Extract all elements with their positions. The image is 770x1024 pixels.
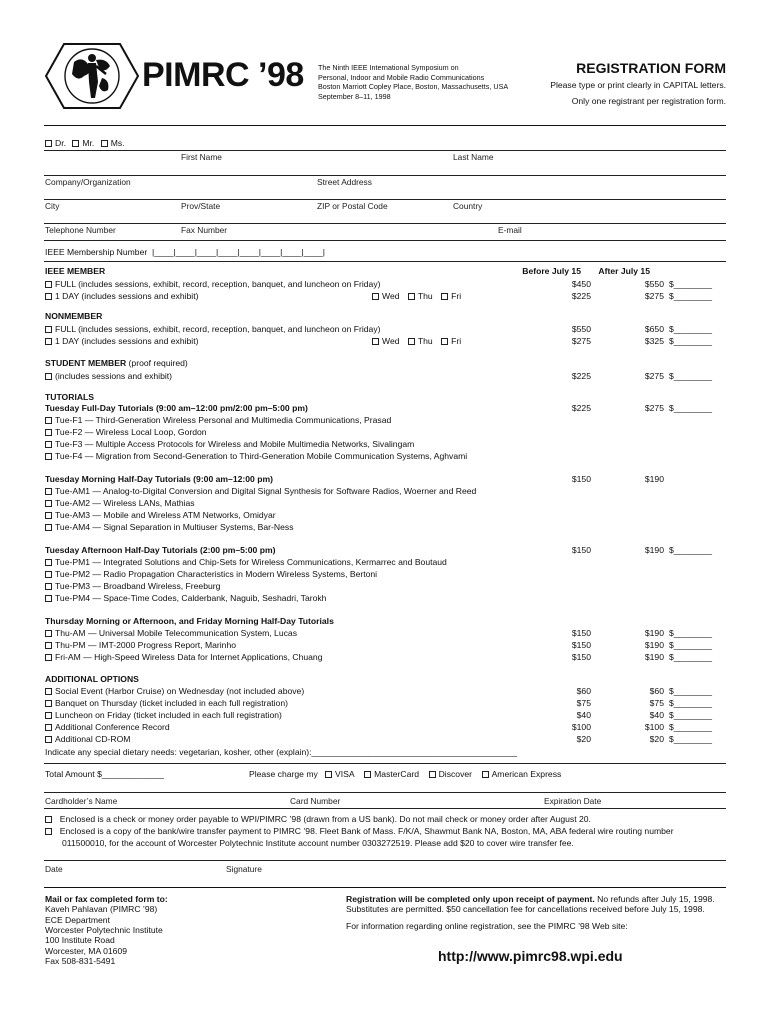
student-option[interactable]: (includes sessions and exhibit) [45, 371, 172, 382]
nonmember-full-before: $550 [571, 324, 591, 334]
date-label: Date [45, 864, 63, 874]
ieee-member-heading: IEEE MEMBER [45, 266, 106, 276]
full-day-before: $225 [571, 403, 591, 413]
symposium-desc: The Ninth IEEE International Symposium on Personal, Indoor and Mobile Radio Communications Boston Marriott Copley Place, Boston, Massachusetts, USA September 8–11, 1998 [318, 63, 509, 102]
student-amount[interactable]: $________ [669, 371, 713, 381]
option-after: $75 [649, 698, 664, 708]
company-label: Company/Organization [45, 177, 131, 187]
city-label: City [45, 201, 60, 211]
tutorial-option[interactable]: Tue-F1 — Third-Generation Wireless Personal and Multimedia Communications, Prasad [45, 415, 391, 426]
member-day-checkbox[interactable] [45, 293, 52, 300]
tutorial-option[interactable]: Tue-F2 — Wireless Local Loop, Gordon [45, 427, 207, 438]
instructions-1: Please type or print clearly in CAPITAL letters. [550, 80, 726, 90]
zip-label: ZIP or Postal Code [317, 201, 388, 211]
morning-after: $190 [644, 474, 664, 484]
tutorial-checkbox[interactable] [45, 524, 52, 531]
option-item[interactable]: Social Event (Harbor Cruise) on Wednesday (not included above) [45, 686, 304, 697]
mastercard-checkbox[interactable] [364, 771, 371, 778]
option-before: $40 [576, 710, 591, 720]
nonmember-thu-checkbox[interactable] [408, 338, 415, 345]
thu-pm-after: $190 [644, 640, 664, 650]
nonmember-fri-checkbox[interactable] [441, 338, 448, 345]
wire-text-cont: 011500010, for the account of Worcester Polytechnic Institute account number 0303272519. Please add $20 to cover wire transfer fee. [62, 838, 574, 848]
option-checkbox[interactable] [45, 688, 52, 695]
nonmember-day-select: Wed Thu Fri [372, 336, 461, 347]
member-full-before: $450 [571, 279, 591, 289]
name-line[interactable] [44, 150, 726, 151]
dr-checkbox[interactable] [45, 140, 52, 147]
cardholder-label: Cardholder’s Name [45, 796, 118, 806]
option-amount[interactable]: $________ [669, 698, 713, 708]
card-type-select: Please charge my VISA MasterCard Discover American Express [249, 769, 562, 779]
instructions-2: Only one registrant per registration form. [571, 96, 726, 106]
nonmember-full-checkbox[interactable] [45, 326, 52, 333]
wire-option[interactable]: Enclosed is a copy of the bank/wire transfer payment to PIMRC ’98. Fleet Bank of Mass. F/K/A, Shawmut Bank NA, Boston, MA, ABA federal wire routing number [45, 826, 674, 837]
phone-line[interactable] [44, 223, 726, 224]
fri-am-amount[interactable]: $________ [669, 652, 713, 662]
tutorial-checkbox[interactable] [45, 630, 52, 637]
student-checkbox[interactable] [45, 373, 52, 380]
option-amount[interactable]: $________ [669, 710, 713, 720]
morning-tutorials-heading: Tuesday Morning Half-Day Tutorials (9:00 am–12:00 pm) [45, 474, 273, 484]
check-option[interactable]: Enclosed is a check or money order payable to WPI/PIMRC ’98 (drawn from a US bank). Do not mail check or money order after August 20. [45, 814, 591, 825]
member-day-after: $275 [644, 291, 664, 301]
tutorial-checkbox[interactable] [45, 453, 52, 460]
tutorial-option[interactable]: Tue-AM3 — Mobile and Wireless ATM Networks, Omidyar [45, 510, 276, 521]
tutorial-option[interactable]: Tue-AM1 — Analog-to-Digital Conversion and Digital Signal Synthesis for Software Radios, Woerner and Reed [45, 486, 476, 497]
nonmember-day-after: $325 [644, 336, 664, 346]
tutorial-option[interactable]: Tue-PM2 — Radio Propagation Characteristics in Modern Wireless Systems, Bertoni [45, 569, 377, 580]
member-full-amount[interactable]: $________ [669, 279, 713, 289]
thu-am-after: $190 [644, 628, 664, 638]
option-item[interactable]: Luncheon on Friday (ticket included in each full registration) [45, 710, 282, 721]
option-item[interactable]: Banquet on Thursday (ticket included in each full registration) [45, 698, 288, 709]
member-day-amount[interactable]: $________ [669, 291, 713, 301]
card-line[interactable] [44, 792, 726, 793]
header-divider [44, 125, 726, 126]
tutorial-option[interactable]: Tue-F4 — Migration from Second-Generation to Third-Generation Mobile Communication Systems, Aghvami [45, 451, 467, 462]
telephone-label: Telephone Number [45, 225, 116, 235]
option-after: $20 [649, 734, 664, 744]
payment-divider [44, 763, 726, 764]
tutorial-option[interactable]: Fri-AM — High-Speed Wireless Data for Internet Applications, Chuang [45, 652, 322, 663]
nonmember-day-checkbox[interactable] [45, 338, 52, 345]
option-checkbox[interactable] [45, 700, 52, 707]
tutorial-checkbox[interactable] [45, 488, 52, 495]
tutorial-checkbox[interactable] [45, 571, 52, 578]
tutorial-option[interactable]: Tue-PM1 — Integrated Solutions and Chip-Sets for Wireless Communications, Kermarrec and Boutaud [45, 557, 447, 568]
country-label: Country [453, 201, 483, 211]
fri-am-before: $150 [571, 652, 591, 662]
option-item[interactable]: Additional CD-ROM [45, 734, 130, 745]
discover-checkbox[interactable] [429, 771, 436, 778]
check-checkbox[interactable] [45, 816, 52, 823]
tutorial-checkbox[interactable] [45, 583, 52, 590]
tutorial-option[interactable]: Tue-PM4 — Space-Time Codes, Calderbank, Naguib, Seshadri, Tarokh [45, 593, 326, 604]
card-bottom-line [44, 808, 726, 809]
option-before: $75 [576, 698, 591, 708]
tutorial-checkbox[interactable] [45, 654, 52, 661]
thu-am-before: $150 [571, 628, 591, 638]
member-thu-checkbox[interactable] [408, 293, 415, 300]
option-before: $20 [576, 734, 591, 744]
tutorial-checkbox[interactable] [45, 595, 52, 602]
afternoon-amount[interactable]: $________ [669, 545, 713, 555]
date-line[interactable] [44, 860, 726, 861]
option-checkbox[interactable] [45, 724, 52, 731]
footer-divider [44, 887, 726, 888]
street-label: Street Address [317, 177, 372, 187]
option-after: $60 [649, 686, 664, 696]
member-day-before: $225 [571, 291, 591, 301]
nonmember-wed-checkbox[interactable] [372, 338, 379, 345]
thu-pm-before: $150 [571, 640, 591, 650]
tutorial-option[interactable]: Tue-PM3 — Broadband Wireless, Freeburg [45, 581, 220, 592]
tutorial-checkbox[interactable] [45, 500, 52, 507]
nonmember-full-after: $650 [644, 324, 664, 334]
member-full-checkbox[interactable] [45, 281, 52, 288]
nonmember-full-amount[interactable]: $________ [669, 324, 713, 334]
option-amount[interactable]: $________ [669, 734, 713, 744]
ieee-bottom-line [44, 261, 726, 262]
form-title: REGISTRATION FORM [576, 60, 726, 76]
morning-before: $150 [571, 474, 591, 484]
dietary-needs-field[interactable]: Indicate any special dietary needs: vegetarian, kosher, other (explain):___________________________________________ [45, 747, 518, 757]
total-amount-field[interactable]: Total Amount $_____________ [45, 769, 164, 779]
thu-am-amount[interactable]: $________ [669, 628, 713, 638]
tutorial-checkbox[interactable] [45, 642, 52, 649]
full-day-after: $275 [644, 403, 664, 413]
fax-label: Fax Number [181, 225, 228, 235]
student-before: $225 [571, 371, 591, 381]
tutorials-heading: TUTORIALS [45, 392, 95, 402]
member-fri-checkbox[interactable] [441, 293, 448, 300]
expiration-label: Expiration Date [544, 796, 602, 806]
visa-checkbox[interactable] [325, 771, 332, 778]
afternoon-before: $150 [571, 545, 591, 555]
logo-title: PIMRC ’98 [142, 56, 304, 94]
full-day-tutorials-heading: Tuesday Full-Day Tutorials (9:00 am–12:00 pm/2:00 pm–5:00 pm) [45, 403, 308, 413]
option-amount[interactable]: $________ [669, 686, 713, 696]
tutorial-checkbox[interactable] [45, 429, 52, 436]
tutorial-checkbox[interactable] [45, 512, 52, 519]
tutorial-checkbox[interactable] [45, 559, 52, 566]
before-july-header: Before July 15 [522, 266, 581, 276]
nonmember-day-option[interactable]: 1 DAY (includes sessions and exhibit) [45, 336, 198, 347]
globe-logo-icon [44, 42, 140, 110]
thu-pm-amount[interactable]: $________ [669, 640, 713, 650]
city-line[interactable] [44, 199, 726, 200]
wire-checkbox[interactable] [45, 828, 52, 835]
card-number-label: Card Number [290, 796, 341, 806]
tutorial-checkbox[interactable] [45, 417, 52, 424]
option-after: $40 [649, 710, 664, 720]
last-name-label: Last Name [453, 152, 494, 162]
fri-am-after: $190 [644, 652, 664, 662]
first-name-label: First Name [181, 152, 222, 162]
tutorial-option[interactable]: Thu-AM — Universal Mobile Telecommunication System, Lucas [45, 628, 297, 639]
registration-terms: Registration will be completed only upon receipt of payment. No refunds after July 15, 1998. Substitutes are permitted. $50 cancellation fee for cancellations received before July 15, 1998. For information regarding online registration, see the PIMRC ’98 Web site: [346, 894, 715, 931]
ieee-membership-field[interactable]: IEEE Membership Number |____|____|____|____|____|____|____|____| [45, 247, 326, 257]
option-amount[interactable]: $________ [669, 722, 713, 732]
website-link[interactable]: http://www.pimrc98.wpi.edu [438, 948, 623, 964]
amex-checkbox[interactable] [482, 771, 489, 778]
full-day-amount[interactable]: $________ [669, 403, 713, 413]
additional-options-heading: ADDITIONAL OPTIONS [45, 674, 139, 684]
member-full-option[interactable]: FULL (includes sessions, exhibit, record, reception, banquet, and luncheon on Friday) [45, 279, 380, 290]
tutorial-option[interactable]: Tue-F3 — Multiple Access Protocols for Wireless and Mobile Multimedia Networks, Sivalingam [45, 439, 414, 450]
signature-label: Signature [226, 864, 262, 874]
nonmember-day-amount[interactable]: $________ [669, 336, 713, 346]
after-july-header: After July 15 [598, 266, 650, 276]
option-before: $100 [571, 722, 591, 732]
tutorial-option[interactable]: Tue-AM4 — Signal Separation in Multiuser Systems, Bar-Ness [45, 522, 294, 533]
member-day-option[interactable]: 1 DAY (includes sessions and exhibit) [45, 291, 198, 302]
student-heading: STUDENT MEMBER (proof required) [45, 358, 188, 368]
tutorial-checkbox[interactable] [45, 441, 52, 448]
option-checkbox[interactable] [45, 712, 52, 719]
option-after: $100 [644, 722, 664, 732]
tutorial-option[interactable]: Tue-AM2 — Wireless LANs, Mathias [45, 498, 195, 509]
email-label: E-mail [498, 225, 522, 235]
company-line[interactable] [44, 175, 726, 176]
thu-fri-tutorials-heading: Thursday Morning or Afternoon, and Friday Morning Half-Day Tutorials [45, 616, 334, 626]
nonmember-heading: NONMEMBER [45, 311, 103, 321]
student-after: $275 [644, 371, 664, 381]
tutorial-option[interactable]: Thu-PM — IMT-2000 Progress Report, Marinho [45, 640, 236, 651]
afternoon-tutorials-heading: Tuesday Afternoon Half-Day Tutorials (2:00 pm–5:00 pm) [45, 545, 276, 555]
ieee-number-boxes: |____|____|____|____|____|____|____|____| [152, 247, 326, 257]
member-day-select: Wed Thu Fri [372, 291, 461, 302]
prov-label: Prov/State [181, 201, 221, 211]
member-wed-checkbox[interactable] [372, 293, 379, 300]
ieee-top-line [44, 240, 726, 241]
nonmember-full-option[interactable]: FULL (includes sessions, exhibit, record, reception, banquet, and luncheon on Friday) [45, 324, 380, 335]
option-item[interactable]: Additional Conference Record [45, 722, 170, 733]
title-checkboxes: Dr. Mr. Ms. [45, 138, 125, 149]
ms-checkbox[interactable] [101, 140, 108, 147]
afternoon-after: $190 [644, 545, 664, 555]
option-before: $60 [576, 686, 591, 696]
mr-checkbox[interactable] [72, 140, 79, 147]
member-full-after: $550 [644, 279, 664, 289]
option-checkbox[interactable] [45, 736, 52, 743]
mailing-address: Mail or fax completed form to: Kaveh Pahlavan (PIMRC ’98) ECE Department Worcester Polytechnic Institute 100 Institute Road Worcester, MA 01609 Fax 508-831-5491 [45, 894, 168, 966]
nonmember-day-before: $275 [571, 336, 591, 346]
